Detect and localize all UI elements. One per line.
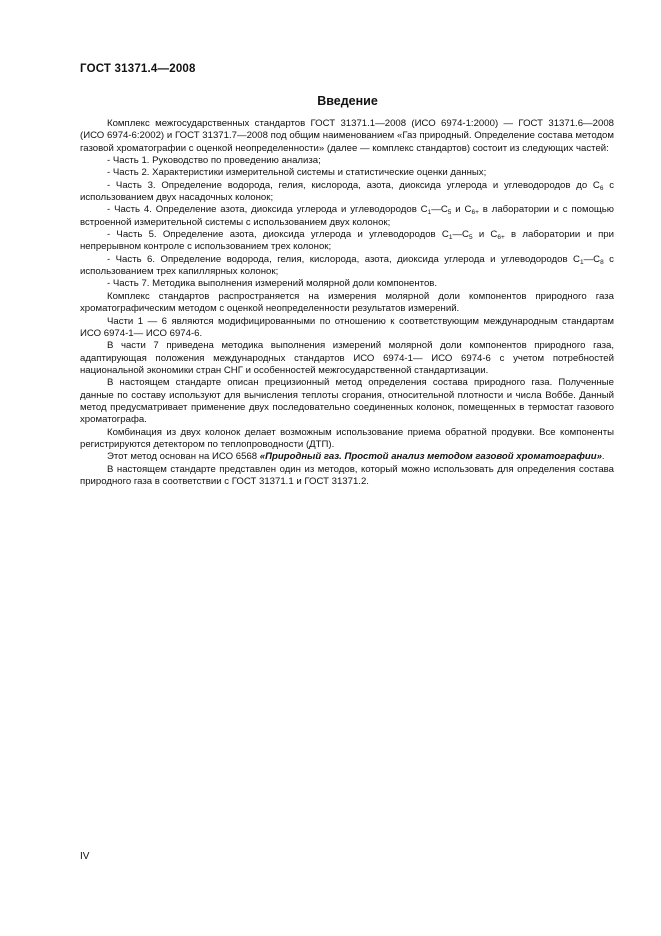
paragraph-backflush: Комбинация из двух колонок делает возможным использование приема обратной продувки. Все компоненты регистрируются детектором по теплопроводности (ДТП).	[80, 426, 614, 450]
paragraph-modification: Части 1 — 6 являются модифицированными по отношению к соответствующим международным стандартам ИСО 6974-1— ИСО 6974-6.	[80, 315, 614, 339]
part-4-mid: и C	[451, 204, 472, 216]
subscript: 6+	[497, 234, 505, 242]
subscript: 6+	[471, 209, 479, 217]
list-item-part-6: - Часть 6. Определение водорода, гелия, кислорода, азота, диоксида углерода и углеводородов $C_1—C_8$ с использованием трех капиллярных колонок;	[80, 253, 614, 278]
part-5-mid: и C	[472, 229, 498, 241]
list-item-part-4: - Часть 4. Определение азота, диоксида углерода и углеводородов $C_1—C_5$ и $C_{6+}$ в лаборатории и с помощью встроенной измерительной системы с использованием двух колонок;	[80, 204, 614, 228]
subscript: 6	[599, 184, 604, 192]
list-item-part-7: - Часть 7. Методика выполнения измерений молярной доли компонентов.	[107, 278, 438, 290]
part-4-text: - Часть 4. Определение азота, диоксида углерода и углеводородов C	[107, 204, 428, 216]
list-item-part-3	[80, 180, 614, 205]
iso-basis-end: .	[601, 451, 605, 463]
part-3-tail: с использованием двух насадочных колонок;	[80, 179, 614, 204]
subscript: 1	[427, 209, 432, 217]
subscript: 5	[447, 209, 452, 217]
subscript: 8	[600, 258, 604, 266]
iso-basis-text: Этот метод основан на ИСО 6568	[107, 451, 260, 463]
dash: —	[431, 204, 441, 216]
part-5-text: - Часть 5. Определение азота, диоксида углерода и углеводородов C	[107, 229, 449, 241]
part-3-text: - Часть 3. Определение водорода, гелия, кислорода, азота, диоксида углерода и углеводородов до C	[107, 179, 600, 191]
subscript: 1	[579, 258, 584, 266]
subscript: 1	[448, 234, 453, 242]
document-body	[80, 118, 614, 488]
part-5-tail: в лаборатории и при непрерывном контроле с использованием трех колонок;	[80, 229, 614, 253]
paragraph-conclusion: В настоящем стандарте представлен один из методов, который можно использовать для определения состава природного газа в соответствии с ГОСТ 31371.1 и ГОСТ 31371.2.	[80, 463, 614, 487]
paragraph-scope: Комплекс стандартов распространяется на измерения молярной доли компонентов природного газа хроматографическим методом с оценкой неопределенности результатов измерений.	[80, 290, 614, 315]
dash: —	[452, 229, 463, 241]
dash: —	[583, 253, 594, 265]
paragraph-part-7: В части 7 приведена методика выполнения измерений молярной доли компонентов природного газа, адаптирующая положения международных стандартов ИСО 6974-1— ИСО 6974-6 с учетом потребностей национальной экономики стран СНГ и особенностей межгосударственной стандартизации.	[80, 340, 614, 376]
document-header: ГОСТ 31371.4—2008	[80, 63, 196, 75]
paragraph-intro: Комплекс межгосударственных стандартов ГОСТ 31371.1—2008 (ИСО 6974-1:2000) — ГОСТ 31371.6—2008 (ИСО 6974-6:2002) и ГОСТ 31371.7—2008 под общим наименованием «Газ природный. Определение состава методом газовой хроматографии с оценкой неопределенности» (далее — комплекс стандартов) состоит из следующих частей:	[80, 118, 614, 154]
list-item-part-5: - Часть 5. Определение азота, диоксида углерода и углеводородов $C_1—C_5$ и $C_{6+}$ в лаборатории и при непрерывном контроле с использованием трех колонок;	[80, 229, 614, 253]
iso-title: «Природный газ. Простой анализ методом газовой хроматографии»	[259, 451, 602, 463]
part-4-tail: в лаборатории и с помощью встроенной измерительной системы с использованием двух колонок;	[80, 204, 614, 228]
list-item-part-1: - Часть 1. Руководство по проведению анализа;	[107, 155, 321, 167]
subscript: 5	[468, 234, 473, 242]
part-6-tail: с использованием трех капиллярных колонок;	[80, 253, 614, 278]
part-6-text: - Часть 6. Определение водорода, гелия, кислорода, азота, диоксида углерода и углеводородов C	[107, 253, 580, 265]
page-number: IV	[80, 851, 90, 862]
section-title: Введение	[317, 94, 378, 108]
list-item-part-2: - Часть 2. Характеристики измерительной системы и статистические оценки данных;	[107, 167, 487, 179]
paragraph-method: В настоящем стандарте описан прецизионный метод определения состава природного газа. Полученные данные по составу используют для вычисления теплоты сгорания, относительной плотности и числа Воббе. Данный метод предусматривает применение двух последовательно соединенных колонок, помещенных в термостат газового хроматографа.	[80, 377, 614, 426]
paragraph-iso-basis	[80, 451, 614, 463]
